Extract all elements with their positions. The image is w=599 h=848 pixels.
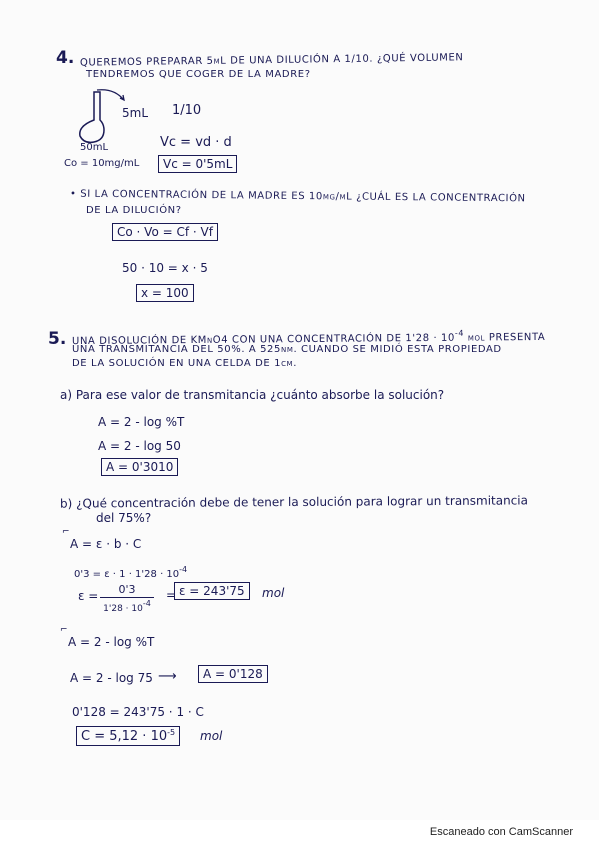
q5b-arrow: ⟶	[158, 669, 177, 684]
q5b-c-result-box: $C = 5,12 \cdot 10^{-5}$	[76, 726, 180, 746]
q5b-substitution: $0'3 = \varepsilon \cdot 1 \cdot 1'28 \cdot 10^{-4}$	[74, 565, 188, 580]
q5b-formula2: A = 2 - log %T	[68, 635, 155, 649]
sketch-volume-label: 5mL	[122, 106, 149, 120]
q5-line1: UNA DISOLUCIÓN DE KMnO4 CON UNA CONCENTRACIÓN DE $1'28 \cdot 10^{-4}$ mol PRESENTA	[71, 328, 546, 348]
q5b-eps-result-box: ε = 243'75	[174, 582, 250, 600]
q5b-formula: A = ε · b · C	[70, 537, 142, 551]
q4-result-box: Vc = 0'5mL	[158, 155, 237, 173]
q4-dilution-formula-box: Co · Vo = Cf · Vf	[112, 223, 218, 241]
q5a-result-box: A = 0'3010	[101, 458, 178, 476]
q4-line1: QUEREMOS PREPARAR 5mL DE UNA DILUCIÓN A 1/10. ¿QUÉ VOLUMEN	[79, 52, 464, 69]
q5-line3: DE LA SOLUCIÓN EN UNA CELDA DE 1cm.	[72, 358, 297, 369]
equals-sign: =	[166, 588, 177, 602]
q5b-a-result-box: A = 0'128	[198, 665, 268, 683]
q5b-eps-label: ε =	[78, 589, 99, 603]
q4-subquestion-line1: • SI LA CONCENTRACIÓN DE LA MADRE ES 10mg/mL ¿CUÁL ES LA CONCENTRACIÓN	[69, 188, 526, 205]
q4-formula: Vc = vd · d	[160, 135, 232, 150]
q5b-substitution2: 0'128 = 243'75 · 1 · C	[72, 705, 204, 719]
q5-line2: UNA TRANSMITANCIA DEL 50%. A 525nm. CUANDO SE MIDIÓ ESTA PROPIEDAD	[72, 344, 502, 355]
scanner-watermark: Escaneado con CamScanner	[429, 826, 573, 838]
q5a-question: a) Para ese valor de transmitancia ¿cuánto absorbe la solución?	[60, 388, 445, 402]
sketch-flask-label: 50mL	[80, 142, 109, 153]
q5b-c-unit: mol	[200, 729, 223, 743]
q4-subquestion-line2: DE LA DILUCIÓN?	[86, 205, 182, 216]
q5a-step1: A = 2 - log %T	[98, 415, 185, 429]
q5b-eps-fraction: 0'3 $1'28 \cdot 10^{-4}$	[100, 584, 154, 614]
q4-number: 4.	[56, 48, 75, 68]
q5b-question-line2: del 75%?	[96, 511, 152, 525]
q5-number: 5.	[48, 329, 67, 349]
q5b-eps-unit: mol	[262, 586, 285, 600]
sketch-conc-label: Co = 10mg/mL	[64, 158, 140, 169]
sketch-ratio: 1/10	[172, 103, 202, 118]
bracket-mark: ⌐	[60, 625, 68, 635]
bracket-mark: ⌐	[62, 527, 70, 537]
q5a-step2: A = 2 - log 50	[98, 439, 181, 453]
q5b-question-line1: b) ¿Qué concentración debe de tener la solución para lograr un transmitancia	[59, 493, 529, 511]
q5b-step: A = 2 - log 75	[70, 671, 153, 685]
q4-result2-box: x = 100	[136, 284, 194, 302]
q4-calculation: 50 · 10 = x · 5	[122, 261, 208, 275]
q4-line2: TENDREMOS QUE COGER DE LA MADRE?	[86, 69, 311, 80]
